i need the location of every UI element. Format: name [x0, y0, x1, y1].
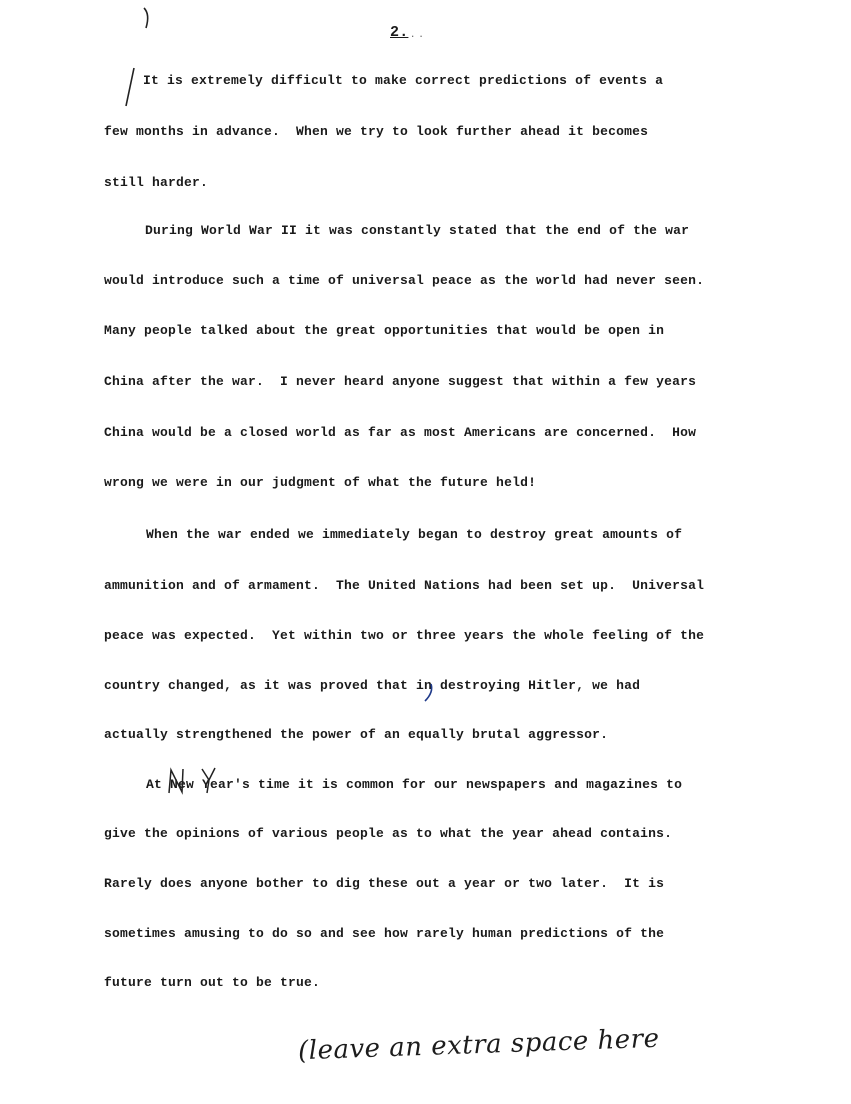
handwritten-note: (leave an extra space here	[297, 1023, 660, 1067]
text-line: When the war ended we immediately began to destroy great amounts of	[146, 527, 683, 542]
text-line: ammunition and of armament. The United Nations had been set up. Universal	[104, 578, 705, 593]
text-line: Rarely does anyone bother to dig these out a year or two later. It is	[104, 876, 665, 891]
text-line: still harder.	[104, 175, 209, 190]
text-line: It is extremely difficult to make correct predictions of events a	[143, 73, 664, 88]
handwritten-capital-n-mark	[166, 766, 186, 796]
text-line: China after the war. I never heard anyone suggest that within a few years	[104, 374, 697, 389]
text-line: country changed, as it was proved that in destroying Hitler, we had	[104, 678, 641, 693]
handwritten-paragraph-mark	[121, 66, 137, 108]
text-line: actually strengthened the power of an equally brutal aggressor.	[104, 727, 609, 742]
text-line: At New Year's time it is common for our newspapers and magazines to	[146, 777, 683, 792]
text-line: wrong we were in our judgment of what the future held!	[104, 475, 537, 490]
page-number-dots: ..	[410, 30, 427, 40]
text-line: peace was expected. Yet within two or three years the whole feeling of the	[104, 628, 705, 643]
text-line: future turn out to be true.	[104, 975, 321, 990]
page-number: 2.	[390, 24, 409, 41]
text-line: would introduce such a time of universal peace as the world had never seen.	[104, 273, 705, 288]
handwritten-capital-y-mark	[200, 766, 218, 796]
handwritten-bracket-mark	[140, 6, 154, 32]
text-line: Many people talked about the great opportunities that would be open in	[104, 323, 665, 338]
text-line: During World War II it was constantly stated that the end of the war	[145, 223, 690, 238]
handwritten-comma-mark	[423, 680, 435, 704]
text-line: give the opinions of various people as to what the year ahead contains.	[104, 826, 673, 841]
text-line: few months in advance. When we try to look further ahead it becomes	[104, 124, 649, 139]
text-line: China would be a closed world as far as most Americans are concerned. How	[104, 425, 697, 440]
text-line: sometimes amusing to do so and see how rarely human predictions of the	[104, 926, 665, 941]
